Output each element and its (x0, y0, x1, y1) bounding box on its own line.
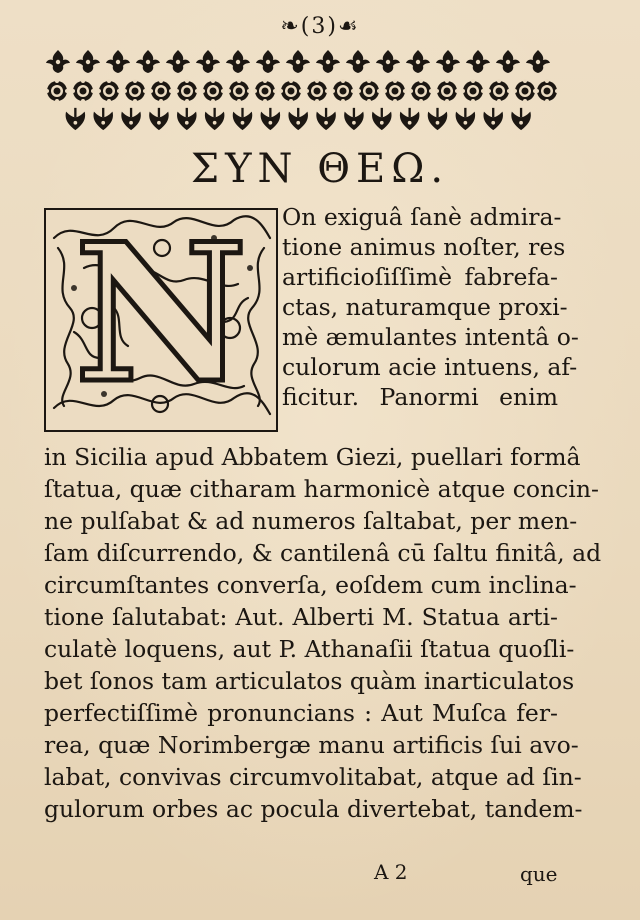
text-line: gulorum orbes ac pocula divertebat, tandem- (44, 795, 583, 823)
page-number-ornament-right: ☙ (337, 14, 360, 39)
page-number (0, 14, 640, 39)
text-line: ſtatua, quæ citharam harmonicè atque concin- (44, 475, 599, 503)
text-line: culatè loquens, aut P. Athanaſii ſtatua quoſli- (44, 635, 575, 663)
headpiece-ornament-top-row (44, 48, 558, 74)
text-line: rea, quæ Norimbergæ manu artificis ſui avo- (44, 731, 579, 759)
text-line: tione animus noſter, res (282, 233, 566, 261)
headpiece-ornament-bottom-row (44, 106, 558, 132)
text-line: mè æmulantes intentâ o- (282, 323, 579, 351)
page-number-value: (3) (300, 14, 338, 39)
text-line: On exiguâ ſanè admira- (282, 203, 562, 231)
text-line: ctas, naturamque proxi- (282, 293, 568, 321)
text-line: ne pulſabat & ad numeros ſaltabat, per men- (44, 507, 578, 535)
text-line: bet ſonos tam articulatos quàm inarticulatos (44, 667, 575, 695)
text-line: culorum acie intuens, af- (282, 353, 578, 381)
catchword: que (520, 862, 558, 886)
section-heading: ΣΥΝ ΘΕΩ. (190, 146, 450, 192)
text-line: ſam diſcurrendo, & cantilenâ cū ſaltu finitâ, ad (44, 539, 602, 567)
text-line: perfectiſſimè pronuncians : Aut Muſca fer- (44, 699, 558, 727)
text-line: ficitur. Panormi enim (282, 383, 558, 411)
initial-letter: N (74, 208, 248, 425)
text-line: labat, convivas circumvolitabat, atque ad ſin- (44, 763, 582, 791)
text-line: tione ſalutabat: Aut. Alberti M. Statua arti- (44, 603, 558, 631)
text-line: circumſtantes converſa, eoſdem cum inclina- (44, 571, 577, 599)
text-line: artificioſiſſimè fabrefa- (282, 263, 558, 291)
text-line: in Sicilia apud Abbatem Giezi, puellari formâ (44, 443, 581, 471)
page-number-ornament-left: ❧ (280, 14, 301, 39)
decorated-initial (44, 208, 278, 432)
signature-mark: A 2 (374, 860, 408, 884)
headpiece-ornament-middle-row (44, 78, 558, 104)
